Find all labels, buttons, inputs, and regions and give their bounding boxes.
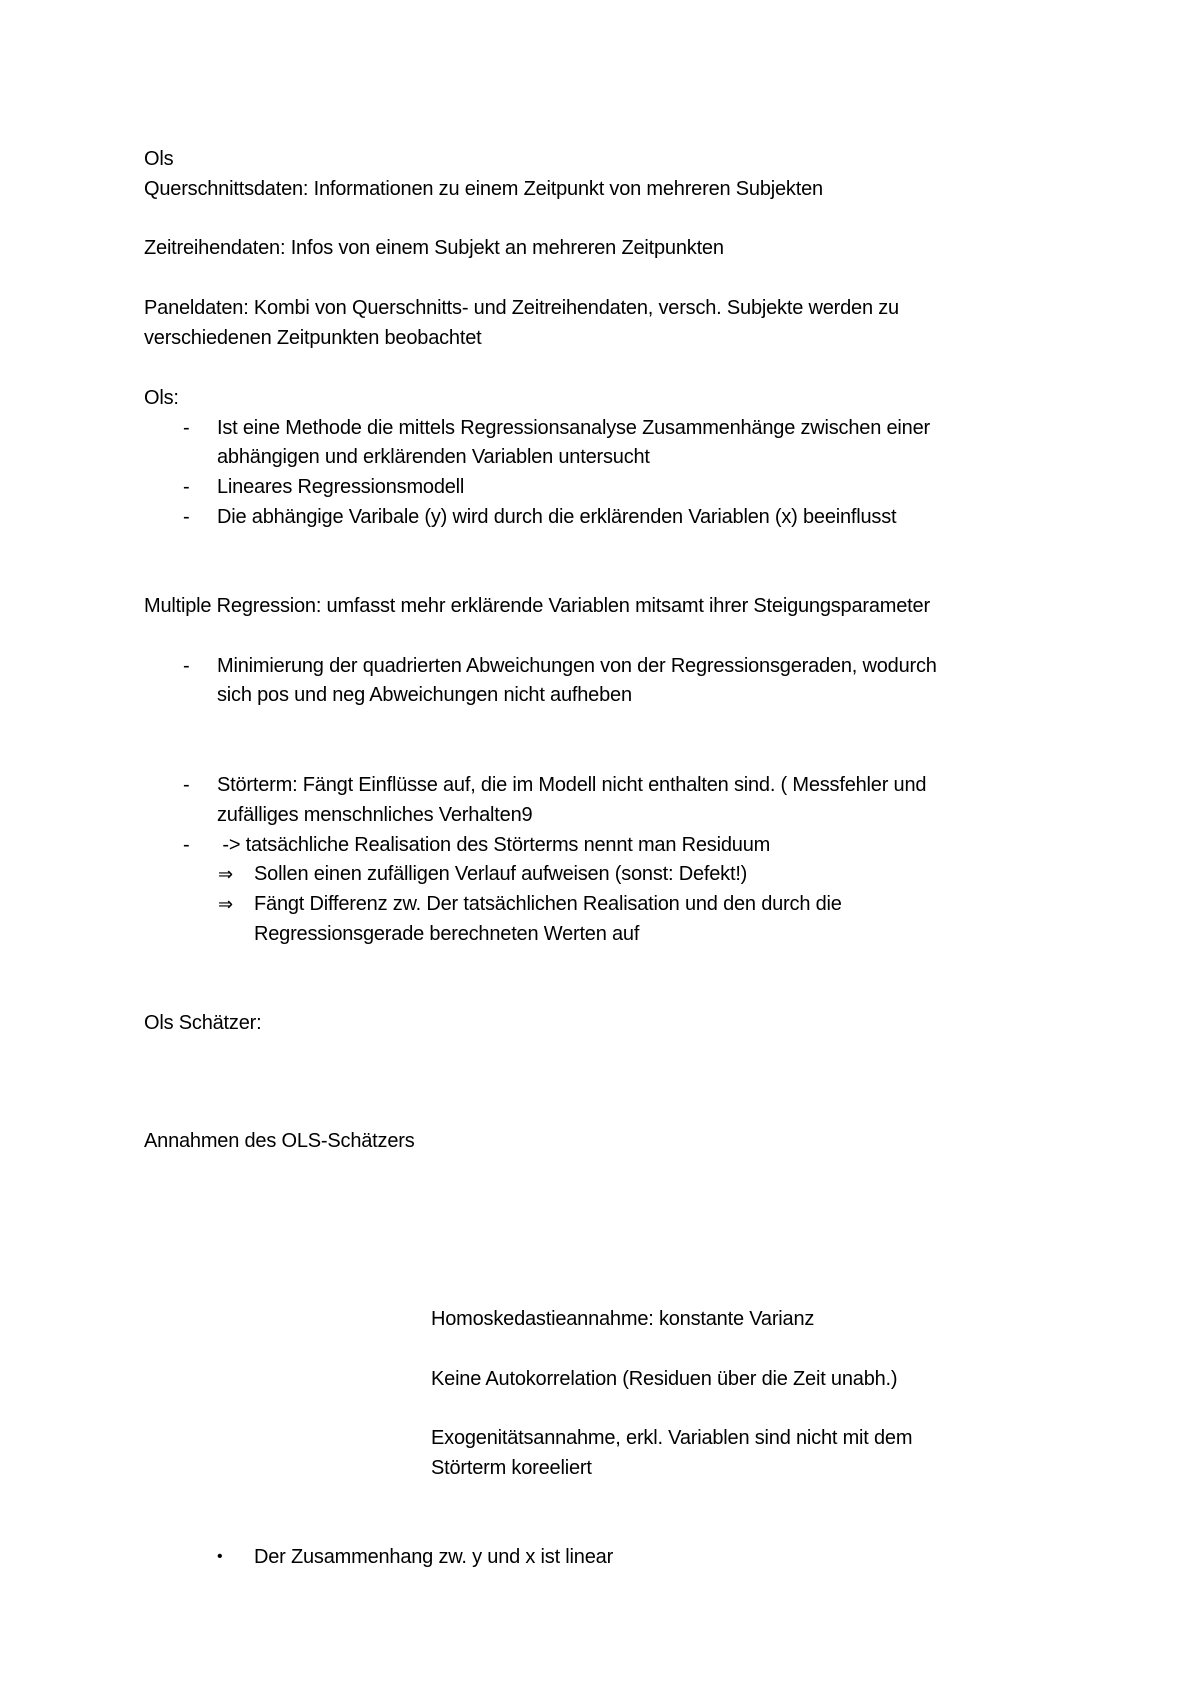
zeitreihe-definition: Zeitreihendaten: Infos von einem Subjekt an mehreren Zeitpunkten	[144, 237, 724, 259]
panel-definition-line-1: Paneldaten: Kombi von Querschnitts- und Zeitreihendaten, versch. Subjekte werden zu	[144, 297, 899, 319]
dash-marker: -	[183, 655, 190, 677]
querschnitt-definition: Querschnittsdaten: Informationen zu einem Zeitpunkt von mehreren Subjekten	[144, 178, 823, 200]
minimierung-line-2: sich pos und neg Abweichungen nicht aufheben	[217, 684, 632, 706]
dash-marker: -	[183, 417, 190, 439]
exogenitaet-line-2: Störterm koreeliert	[431, 1457, 592, 1479]
arrow-item-1: Sollen einen zufälligen Verlauf aufweisen (sonst: Defekt!)	[254, 863, 748, 885]
multiple-regression: Multiple Regression: umfasst mehr erklärende Variablen mitsamt ihrer Steigungsparameter	[144, 595, 930, 617]
ols-item-3: Die abhängige Varibale (y) wird durch die erklärenden Variablen (x) beeinflusst	[217, 506, 897, 528]
ols-item-1-line-2: abhängigen und erklärenden Variablen untersucht	[217, 446, 650, 468]
ols-item-1-line-1: Ist eine Methode die mittels Regressionsanalyse Zusammenhänge zwischen einer	[217, 417, 930, 439]
dash-marker: -	[183, 506, 190, 528]
bullet-icon: •	[217, 1548, 223, 1565]
stoerterm-line-2: zufälliges menschnliches Verhalten9	[217, 804, 533, 826]
panel-definition-line-2: verschiedenen Zeitpunkten beobachtet	[144, 327, 482, 349]
arrow-item-2-line-2: Regressionsgerade berechneten Werten auf	[254, 923, 640, 945]
doc-title: Ols	[144, 148, 174, 170]
double-arrow-icon: ⇒	[218, 864, 234, 884]
double-arrow-icon: ⇒	[218, 894, 234, 914]
homoskedastie: Homoskedastieannahme: konstante Varianz	[431, 1308, 815, 1330]
autokorrelation: Keine Autokorrelation (Residuen über die Zeit unabh.)	[431, 1368, 898, 1390]
annahmen-heading: Annahmen des OLS-Schätzers	[144, 1130, 415, 1152]
arrow-item-2-line-1: Fängt Differenz zw. Der tatsächlichen Realisation und den durch die	[254, 893, 842, 915]
exogenitaet-line-1: Exogenitätsannahme, erkl. Variablen sind nicht mit dem	[431, 1427, 913, 1449]
minimierung-line-1: Minimierung der quadrierten Abweichungen von der Regressionsgeraden, wodurch	[217, 655, 937, 677]
ols-item-2: Lineares Regressionsmodell	[217, 476, 465, 498]
residuum-line: -> tatsächliche Realisation des Störterms nennt man Residuum	[217, 834, 771, 856]
dash-marker: -	[183, 834, 190, 856]
ols-heading: Ols:	[144, 387, 179, 409]
ols-schaetzer-heading: Ols Schätzer:	[144, 1012, 262, 1034]
bullet-item-linear: Der Zusammenhang zw. y und x ist linear	[254, 1546, 614, 1568]
dash-marker: -	[183, 774, 190, 796]
stoerterm-line-1: Störterm: Fängt Einflüsse auf, die im Modell nicht enthalten sind. ( Messfehler und	[217, 774, 927, 796]
dash-marker: -	[183, 476, 190, 498]
